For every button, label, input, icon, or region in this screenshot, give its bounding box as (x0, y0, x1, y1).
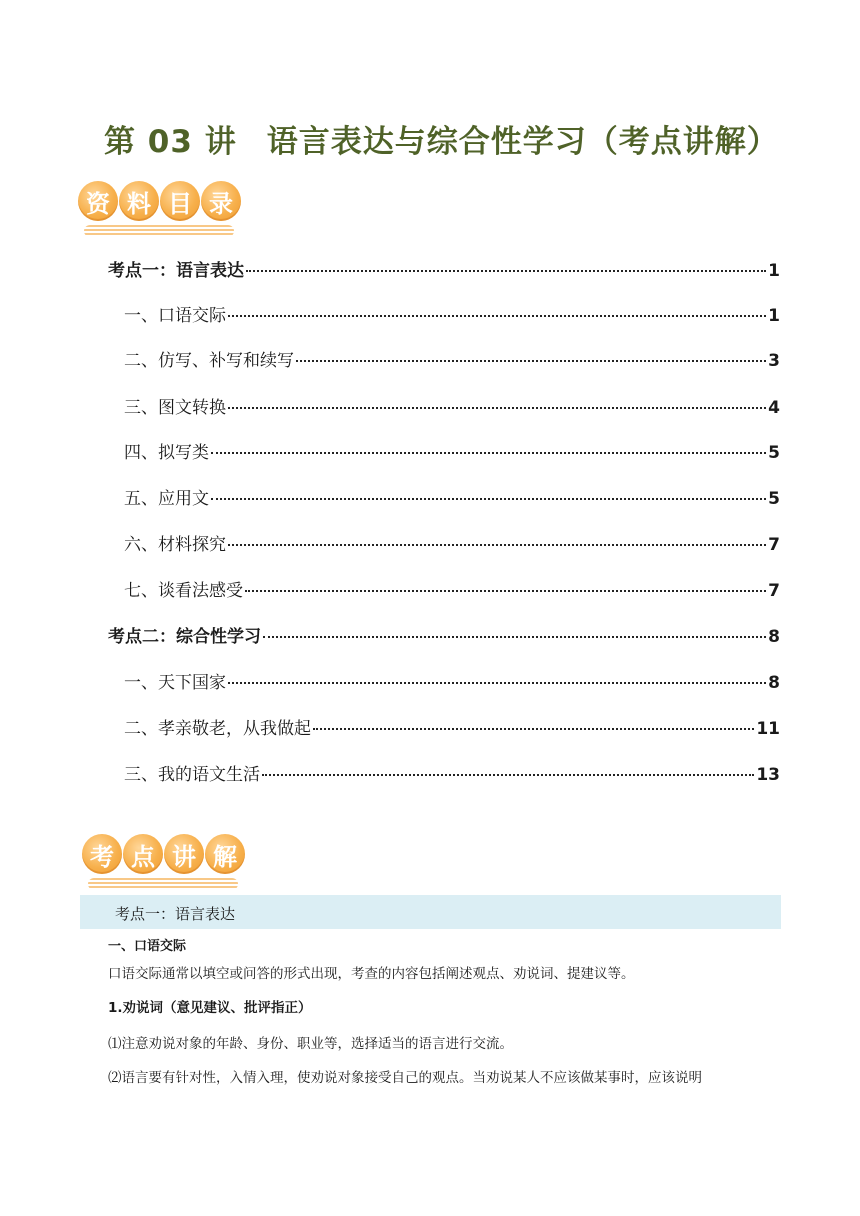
paragraph-point-1: ⑴注意劝说对象的年龄、身份、职业等，选择适当的语言进行交流。 (108, 1036, 513, 1052)
section-heading-bar (80, 895, 781, 929)
badge-char: 讲 (164, 834, 204, 874)
toc-entry[interactable]: 一、天下国家 8 (124, 673, 780, 693)
section-heading: 考点一：语言表达 (115, 905, 236, 923)
points-badge (82, 834, 246, 892)
lecture-subtitle: （考点讲解） (586, 124, 779, 160)
lecture-topic: 语言表达与综合性学习 (266, 124, 587, 160)
badge-char: 点 (123, 834, 163, 874)
toc-entry[interactable]: 七、谈看法感受 7 (124, 581, 780, 601)
paragraph-intro: 口语交际通常以填空或问答的形式出现，考查的内容包括阐述观点、劝说词、提建议等。 (108, 966, 635, 982)
badge-char: 目 (160, 181, 200, 221)
page-title (104, 116, 779, 161)
badge-char: 料 (119, 181, 159, 221)
toc-entry[interactable]: 考点一：语言表达 1 (108, 261, 780, 281)
toc-entry[interactable]: 二、仿写、补写和续写 3 (124, 351, 780, 371)
subsection-heading: 一、口语交际 (108, 939, 187, 954)
toc-entry[interactable]: 一、口语交际 1 (124, 306, 780, 326)
toc-entry[interactable]: 考点二：综合性学习 8 (108, 627, 780, 647)
toc-badge (78, 181, 242, 239)
badge-char: 考 (82, 834, 122, 874)
toc-entry[interactable]: 二、孝亲敬老，从我做起 11 (124, 719, 780, 739)
badge-stripes (88, 878, 238, 890)
toc-entry[interactable]: 五、应用文 5 (124, 489, 780, 509)
paragraph-point-2: ⑵语言要有针对性，入情入理，使劝说对象接受自己的观点。当劝说某人不应该做某事时，应该说明 (108, 1070, 702, 1086)
badge-char: 资 (78, 181, 118, 221)
badge-char: 录 (201, 181, 241, 221)
item-title: 1.劝说词（意见建议、批评指正） (108, 1000, 312, 1016)
toc-entry[interactable]: 六、材料探究 7 (124, 535, 780, 555)
toc-entry[interactable]: 三、图文转换 4 (124, 398, 780, 418)
toc-entry[interactable]: 三、我的语文生活 13 (124, 765, 780, 785)
badge-stripes (84, 225, 234, 237)
toc-entry[interactable]: 四、拟写类 5 (124, 443, 780, 463)
badge-char: 解 (205, 834, 245, 874)
lecture-number: 第 03 讲 (104, 124, 237, 160)
